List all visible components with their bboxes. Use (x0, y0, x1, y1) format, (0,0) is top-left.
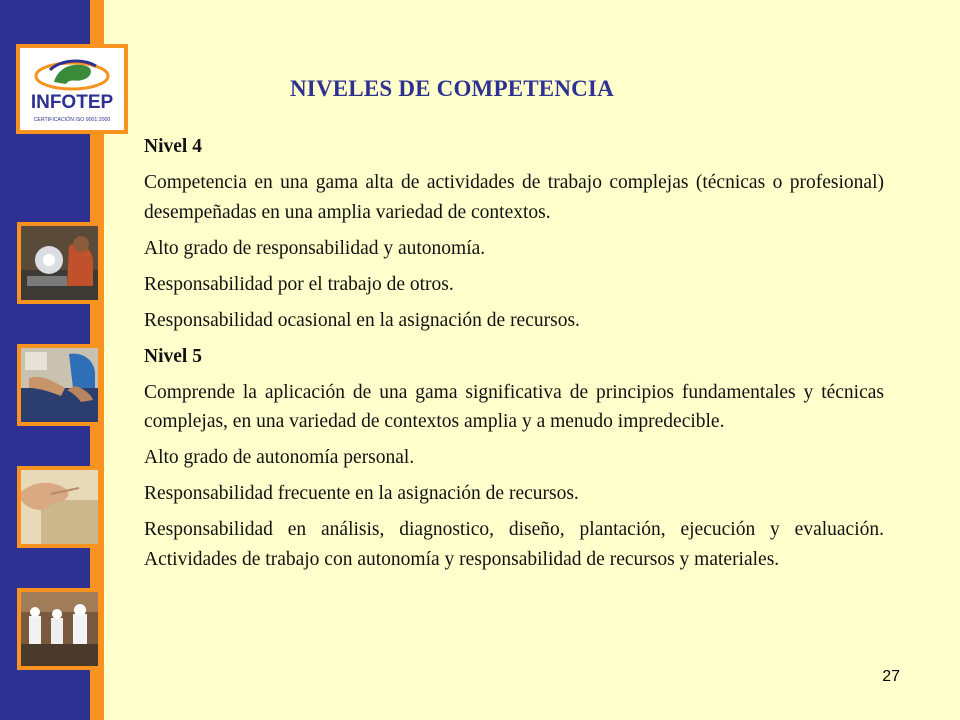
photo-hand-material (17, 466, 102, 548)
chefs-photo-illustration (21, 592, 98, 666)
hand-material-illustration (21, 470, 98, 544)
level-5-paragraph: Comprende la aplicación de una gama significativa de principios fundamentales y técnicas complejas, en una variedad de contextos amplia y a menudo impredecible. (144, 381, 884, 432)
level-5-paragraph: Responsabilidad frecuente en la asignación de recursos. (144, 483, 579, 504)
slide-title: NIVELES DE COMPETENCIA (290, 76, 614, 101)
level-4-paragraph: Competencia en una gama alta de actividades de trabajo complejas (técnicas o profesional) desempeñadas en una amplia variedad de contextos. (144, 172, 884, 223)
page-number: 27 (882, 668, 900, 685)
photo-welder (17, 222, 102, 304)
level-4-paragraph: Responsabilidad por el trabajo de otros. (144, 273, 454, 295)
hands-photo-illustration (21, 348, 98, 422)
logo-graphic (20, 48, 124, 130)
infotep-logo (16, 44, 128, 134)
logo-certification: CERTIFICACIÓN ISO 9001:2000 (33, 117, 111, 123)
slide-content (144, 132, 884, 581)
logo-wordmark: INFOTEP (30, 92, 114, 113)
level-4-paragraph: Responsabilidad ocasional en la asignación de recursos. (144, 309, 580, 331)
welder-photo-illustration (21, 226, 98, 300)
level-5-paragraph: Responsabilidad en análisis, diagnostico, diseño, plantación, ejecución y evaluación. Actividades de trabajo con autonomía y responsabilidad de recursos y materiales. (144, 519, 884, 570)
level-4-paragraph: Alto grado de responsabilidad y autonomía. (144, 237, 486, 259)
logo-globe-land (54, 65, 91, 84)
level-5-heading: Nivel 5 (144, 345, 202, 367)
photo-chefs-kitchen (17, 588, 102, 670)
level-4-heading: Nivel 4 (144, 136, 202, 157)
level-5-paragraph: Alto grado de autonomía personal. (144, 447, 415, 468)
photo-hands-work (17, 344, 102, 426)
